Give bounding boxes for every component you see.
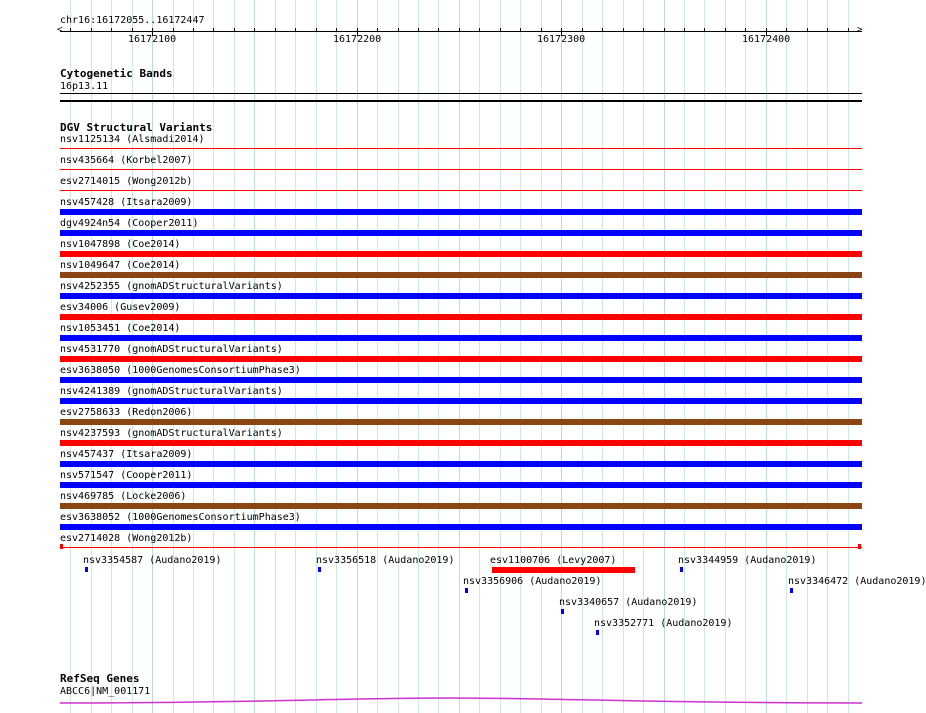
dgv-variant-bar[interactable] bbox=[60, 377, 862, 383]
dgv-variant-bar[interactable] bbox=[60, 314, 862, 320]
dgv-variant-bar[interactable] bbox=[60, 356, 862, 362]
refseq-track-title: RefSeq Genes bbox=[60, 672, 140, 685]
dgv-variant-label: nsv1049647 (Coe2014) bbox=[60, 260, 181, 271]
dgv-variant-label: esv34006 (Gusev2009) bbox=[60, 302, 181, 313]
dgv-small-variant-bar[interactable] bbox=[465, 588, 468, 593]
dgv-small-variant-bar[interactable] bbox=[596, 630, 599, 635]
ruler-tick bbox=[786, 28, 787, 32]
ruler-tick-label: 16172200 bbox=[333, 34, 382, 45]
dgv-variant-label: esv2714015 (Wong2012b) bbox=[60, 176, 193, 187]
dgv-variant-bar[interactable] bbox=[60, 440, 862, 446]
cytoband-line-top bbox=[60, 93, 862, 94]
ruler-tick bbox=[111, 28, 112, 32]
ruler-tick bbox=[807, 28, 808, 32]
dgv-variant-bar[interactable] bbox=[60, 272, 862, 278]
dgv-variant-label: nsv4237593 (gnomADStructuralVariants) bbox=[60, 428, 283, 439]
dgv-variant-label: nsv571547 (Cooper2011) bbox=[60, 470, 193, 481]
dgv-variant-label: nsv435664 (Korbel2007) bbox=[60, 155, 193, 166]
dgv-variant-bar[interactable] bbox=[60, 169, 862, 170]
ruler-tick bbox=[438, 28, 439, 32]
ruler-tick bbox=[500, 28, 501, 32]
ruler-tick bbox=[132, 28, 133, 32]
dgv-small-variant-bar[interactable] bbox=[85, 567, 88, 572]
dgv-small-variant-bar[interactable] bbox=[790, 588, 793, 593]
dgv-variant-label: nsv457437 (Itsara2009) bbox=[60, 449, 193, 460]
cytobands-track-title: Cytogenetic Bands bbox=[60, 67, 173, 80]
dgv-small-variant-bar[interactable] bbox=[561, 609, 564, 614]
ruler-tick bbox=[254, 28, 255, 32]
ruler-right-arrow-icon: > bbox=[857, 25, 863, 35]
dgv-variant-label: dgv4924n54 (Cooper2011) bbox=[60, 218, 199, 229]
ruler-tick bbox=[173, 28, 174, 32]
ruler-tick bbox=[398, 28, 399, 32]
dgv-small-variant-label: nsv3352771 (Audano2019) bbox=[594, 618, 733, 629]
dgv-variant-label: nsv1125134 (Alsmadi2014) bbox=[60, 134, 205, 145]
dgv-variant-bar[interactable] bbox=[60, 148, 862, 149]
dgv-variant-label: nsv1053451 (Coe2014) bbox=[60, 323, 181, 334]
dgv-variant-bar[interactable] bbox=[60, 503, 862, 509]
ruler-tick bbox=[541, 28, 542, 32]
dgv-variant-bar[interactable] bbox=[60, 230, 862, 236]
ruler-tick bbox=[582, 28, 583, 32]
ruler-tick-label: 16172100 bbox=[128, 34, 177, 45]
cytoband-label: 16p13.11 bbox=[60, 81, 109, 92]
ruler-tick bbox=[295, 28, 296, 32]
ruler-axis bbox=[60, 31, 862, 32]
ruler-tick bbox=[459, 28, 460, 32]
dgv-variant-label: nsv469785 (Locke2006) bbox=[60, 491, 187, 502]
dgv-small-variant-label: nsv3356906 (Audano2019) bbox=[463, 576, 602, 587]
dgv-variant-bar[interactable] bbox=[60, 190, 862, 191]
dgv-small-variant-label: nsv3356518 (Audano2019) bbox=[316, 555, 455, 566]
ruler-tick bbox=[745, 28, 746, 32]
dgv-variant-label: esv3638052 (1000GenomesConsortiumPhase3) bbox=[60, 512, 301, 523]
region-label: chr16:16172055..16172447 bbox=[60, 15, 205, 26]
ruler-tick bbox=[91, 28, 92, 32]
dgv-variant-bar[interactable] bbox=[60, 293, 862, 299]
ruler-left-arrow-icon: < bbox=[57, 25, 63, 35]
dgv-variant-bar[interactable] bbox=[60, 547, 862, 548]
ruler-tick bbox=[520, 28, 521, 32]
ruler-tick bbox=[336, 28, 337, 32]
dgv-small-variant-bar[interactable] bbox=[680, 567, 683, 572]
dgv-variant-label: esv2714028 (Wong2012b) bbox=[60, 533, 193, 544]
ruler-tick bbox=[725, 28, 726, 32]
ruler-tick-label: 16172300 bbox=[537, 34, 586, 45]
ruler-tick bbox=[664, 28, 665, 32]
ruler-tick bbox=[623, 28, 624, 32]
dgv-variant-label: nsv4241389 (gnomADStructuralVariants) bbox=[60, 386, 283, 397]
ruler-tick bbox=[234, 28, 235, 32]
ruler-tick bbox=[684, 28, 685, 32]
ruler-tick bbox=[316, 28, 317, 32]
dgv-small-variant-label: esv1100706 (Levy2007) bbox=[490, 555, 617, 566]
ruler-tick bbox=[418, 28, 419, 32]
ruler-tick bbox=[479, 28, 480, 32]
dgv-track-title: DGV Structural Variants bbox=[60, 121, 213, 134]
dgv-small-variant-label: nsv3354587 (Audano2019) bbox=[83, 555, 222, 566]
dgv-variant-label: esv2758633 (Redon2006) bbox=[60, 407, 193, 418]
dgv-small-variant-label: nsv3340657 (Audano2019) bbox=[559, 597, 698, 608]
dgv-variant-label: nsv1047898 (Coe2014) bbox=[60, 239, 181, 250]
dgv-small-variant-label: nsv3346472 (Audano2019) bbox=[788, 576, 926, 587]
ruler-tick bbox=[848, 28, 849, 32]
dgv-variant-end-cap bbox=[858, 544, 861, 549]
ruler-tick bbox=[275, 28, 276, 32]
dgv-small-variant-label: nsv3344959 (Audano2019) bbox=[678, 555, 817, 566]
dgv-variant-bar[interactable] bbox=[60, 524, 862, 530]
dgv-variant-bar[interactable] bbox=[60, 251, 862, 257]
ruler-tick bbox=[193, 28, 194, 32]
dgv-small-variant-bar[interactable] bbox=[492, 567, 635, 573]
dgv-variant-label: nsv4252355 (gnomADStructuralVariants) bbox=[60, 281, 283, 292]
refseq-gene-line bbox=[60, 698, 862, 703]
ruler-tick bbox=[70, 28, 71, 32]
ruler-tick bbox=[827, 28, 828, 32]
dgv-variant-label: esv3638050 (1000GenomesConsortiumPhase3) bbox=[60, 365, 301, 376]
dgv-small-variant-bar[interactable] bbox=[318, 567, 321, 572]
dgv-variant-bar[interactable] bbox=[60, 398, 862, 404]
dgv-variant-bar[interactable] bbox=[60, 419, 862, 425]
dgv-variant-bar[interactable] bbox=[60, 482, 862, 488]
ruler-tick bbox=[377, 28, 378, 32]
ruler-tick bbox=[213, 28, 214, 32]
ruler-tick bbox=[643, 28, 644, 32]
ruler-tick bbox=[704, 28, 705, 32]
refseq-gene-feature[interactable] bbox=[0, 695, 890, 707]
dgv-variant-label: nsv457428 (Itsara2009) bbox=[60, 197, 193, 208]
dgv-variant-bar[interactable] bbox=[60, 335, 862, 341]
dgv-variant-bar[interactable] bbox=[60, 209, 862, 215]
dgv-variant-label: nsv4531770 (gnomADStructuralVariants) bbox=[60, 344, 283, 355]
dgv-variant-bar[interactable] bbox=[60, 461, 862, 467]
ruler-tick-label: 16172400 bbox=[742, 34, 791, 45]
refseq-gene-label[interactable]: ABCC6|NM_001171 bbox=[60, 686, 151, 697]
cytoband-line-bottom bbox=[60, 100, 862, 102]
ruler-tick bbox=[602, 28, 603, 32]
dgv-variant-end-cap bbox=[60, 544, 63, 549]
